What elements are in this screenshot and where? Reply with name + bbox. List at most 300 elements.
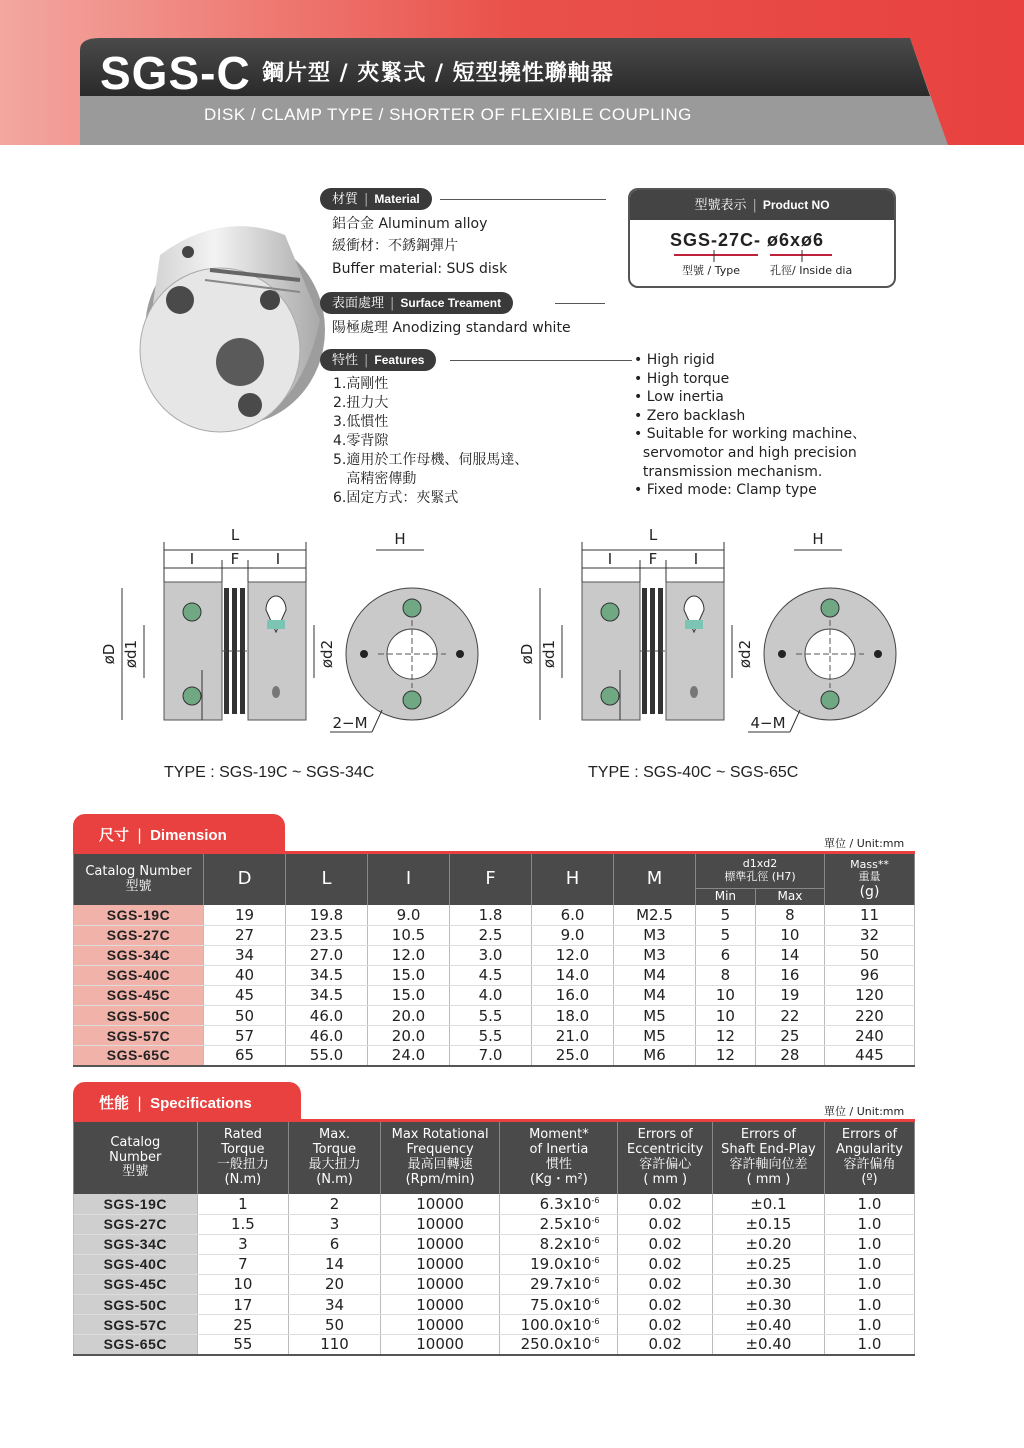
spec-header-cell (712, 1122, 824, 1194)
col-L: L (286, 854, 368, 905)
value-cell: ±0.30 (712, 1274, 824, 1294)
spec-header-line: Number (109, 1149, 162, 1165)
product-no-type-label: 型號 / Type (682, 264, 740, 277)
value-cell: 28 (755, 1046, 824, 1066)
value-cell: 16.0 (532, 985, 614, 1005)
spec-header-line: Moment* (529, 1127, 589, 1143)
value-cell: 1.5 (197, 1214, 289, 1234)
value-cell: ±0.20 (712, 1234, 824, 1254)
value-cell: 10000 (380, 1234, 499, 1254)
label-I-left: I (189, 550, 195, 568)
spec-header-line: Errors of (841, 1127, 898, 1143)
value-cell (500, 1335, 618, 1355)
product-no-dia-label: 孔徑/ Inside dia (770, 264, 853, 277)
table-row (74, 1315, 915, 1335)
spec-header-cell (618, 1122, 712, 1194)
spec-header-line: Torque (221, 1142, 265, 1158)
table-row (74, 1335, 915, 1355)
value-cell: 1.0 (824, 1194, 914, 1214)
specifications-tab: 性能 | Specifications (73, 1082, 301, 1122)
inertia-value: 75.0x10 (530, 1295, 592, 1314)
value-cell: 12.0 (532, 945, 614, 965)
value-cell: 1.0 (824, 1214, 914, 1234)
value-cell: 32 (825, 925, 915, 945)
spec-header-cell (289, 1122, 381, 1194)
feature-cn-item: 3.低慣性 (333, 414, 389, 430)
spec-header-line: of Inertia (529, 1142, 589, 1158)
screw-icon (601, 603, 619, 621)
table-row (74, 945, 915, 965)
label-D: øD (518, 643, 536, 665)
value-cell: 50 (204, 1005, 286, 1025)
table-row (74, 1234, 915, 1254)
value-cell: M5 (614, 1026, 696, 1046)
value-cell: 20.0 (368, 1026, 450, 1046)
screw-icon (821, 691, 839, 709)
inertia-exponent: -6 (591, 1316, 600, 1326)
spec-header-line: 慣性 (545, 1157, 572, 1172)
table-row (74, 925, 915, 945)
value-cell: 3 (197, 1234, 289, 1254)
value-cell: 0.02 (618, 1335, 712, 1355)
model-cell: SGS-19C (74, 1194, 198, 1214)
value-cell: 25.0 (532, 1046, 614, 1066)
pin-dot (360, 650, 368, 658)
value-cell: 1 (197, 1194, 289, 1214)
value-cell: 1.0 (824, 1254, 914, 1274)
value-cell: 240 (825, 1026, 915, 1046)
spec-header-line: Frequency (406, 1142, 474, 1158)
value-cell: 16 (755, 965, 824, 985)
label-d2: ød2 (318, 639, 336, 669)
value-cell: 19.8 (286, 905, 368, 925)
value-cell: 55 (197, 1335, 289, 1355)
screw-icon (601, 687, 619, 705)
col-catalog-en: Catalog Number (85, 863, 192, 879)
value-cell: ±0.30 (712, 1294, 824, 1314)
feature-en-item: • Suitable for working machine、 (634, 426, 867, 443)
inertia-exponent: -6 (591, 1216, 600, 1226)
value-cell: 15.0 (368, 965, 450, 985)
value-cell: 25 (197, 1315, 289, 1335)
spec-header-line: Rated (223, 1127, 262, 1143)
spec-unit: 單位 / Unit:mm (824, 1105, 905, 1118)
value-cell: 1.0 (824, 1234, 914, 1254)
title-chinese: 鋼片型 / 夾緊式 / 短型撓性聯軸器 (262, 61, 614, 86)
inertia-exponent: -6 (591, 1336, 600, 1346)
value-cell: 0.02 (618, 1254, 712, 1274)
col-catalog (74, 854, 204, 905)
feature-en-item: • Fixed mode: Clamp type (634, 482, 817, 499)
material-tag: 材質 | Material (320, 188, 432, 210)
leader-line (790, 710, 800, 732)
value-cell: 0.02 (618, 1315, 712, 1335)
value-cell: 6 (289, 1234, 381, 1254)
value-cell: 50 (289, 1315, 381, 1335)
value-cell (500, 1315, 618, 1335)
value-cell: 10000 (380, 1315, 499, 1335)
value-cell: 19 (204, 905, 286, 925)
label-F: F (230, 550, 240, 568)
col-H: H (532, 854, 614, 905)
col-d1xd2-en: d1xd2 (742, 857, 778, 871)
features-divider (450, 360, 632, 361)
spec-header-line: Torque (312, 1142, 357, 1158)
spec-header-line: (º) (861, 1171, 878, 1187)
inertia-exponent: -6 (591, 1276, 600, 1286)
inertia-value: 100.0x10 (520, 1315, 592, 1334)
value-cell (500, 1254, 618, 1274)
product-no-header: 型號表示 | Product NO (630, 190, 894, 220)
value-cell: 5 (696, 925, 756, 945)
value-cell: 11 (825, 905, 915, 925)
right-drawing-caption: TYPE : SGS-40C ~ SGS-65C (588, 764, 799, 781)
surface-divider (555, 303, 605, 304)
value-cell: 3 (289, 1214, 381, 1234)
feature-en-item: • Zero backlash (634, 407, 746, 424)
label-H: H (812, 530, 824, 548)
material-line3: Buffer material: SUS disk (332, 261, 508, 277)
model-cell: SGS-19C (74, 905, 204, 925)
spec-header-line: Max. (319, 1127, 351, 1143)
value-cell: 6.0 (532, 905, 614, 925)
feature-cn-item: 2.扭力大 (333, 395, 389, 411)
dimension-tab-cn: 尺寸 (99, 826, 130, 844)
value-cell: 25 (755, 1026, 824, 1046)
value-cell: 1.0 (824, 1294, 914, 1314)
product-no-head-cn: 型號表示 (694, 198, 747, 213)
screw-icon (403, 691, 421, 709)
inertia-exponent: -6 (591, 1195, 600, 1205)
label-L: L (648, 526, 658, 544)
value-cell: 12 (696, 1026, 756, 1046)
pin-dot (456, 650, 464, 658)
value-cell: M3 (614, 925, 696, 945)
features-list-en (634, 351, 866, 500)
model-cell: SGS-45C (74, 985, 204, 1005)
value-cell (500, 1294, 618, 1314)
spec-header-line: (Kg・m²) (530, 1171, 588, 1187)
dimension-tab-en: Dimension (150, 827, 227, 844)
model-cell: SGS-40C (74, 965, 204, 985)
features-list-cn (333, 375, 528, 508)
slot-fill (685, 620, 703, 629)
spec-header-line: 型號 (122, 1164, 149, 1180)
spec-header-line: (Rpm/min) (405, 1171, 475, 1187)
value-cell: 4.0 (450, 985, 532, 1005)
col-M: M (614, 854, 696, 905)
value-cell: 19 (755, 985, 824, 1005)
label-H: H (394, 530, 406, 548)
features-tag-cn: 特性 (332, 353, 359, 368)
value-cell: 3.0 (450, 945, 532, 965)
pin-dot (778, 650, 786, 658)
specifications-table (73, 1122, 915, 1356)
label-I-right: I (693, 550, 699, 568)
col-catalog-cn: 型號 (125, 878, 152, 894)
screw-icon (183, 603, 201, 621)
value-cell: 2 (289, 1194, 381, 1214)
model-cell: SGS-65C (74, 1046, 204, 1066)
value-cell: 65 (204, 1046, 286, 1066)
bore-hole (805, 629, 855, 679)
feature-en-item: • Low inertia (634, 389, 724, 406)
material-tag-cn: 材質 (332, 192, 359, 207)
value-cell: 445 (825, 1046, 915, 1066)
value-cell: 46.0 (286, 1005, 368, 1025)
table-row (74, 1005, 915, 1025)
dimension-unit: 單位 / Unit:mm (824, 837, 905, 850)
value-cell: 10 (755, 925, 824, 945)
label-screw-count: 4−M (750, 714, 786, 732)
label-L: L (230, 526, 240, 544)
material-divider (440, 199, 606, 200)
spec-header-cell (500, 1122, 618, 1194)
spec-header-line: 一般扭力 (216, 1157, 269, 1172)
table-row (74, 1274, 915, 1294)
spec-header-line: Angularity (836, 1142, 903, 1158)
slot-fill (267, 620, 285, 629)
value-cell: 14 (755, 945, 824, 965)
model-cell: SGS-57C (74, 1026, 204, 1046)
pin-hole (272, 686, 280, 698)
model-cell: SGS-34C (74, 1234, 198, 1254)
value-cell: 5.5 (450, 1005, 532, 1025)
value-cell: 34.5 (286, 965, 368, 985)
value-cell: 24.0 (368, 1046, 450, 1066)
value-cell: 0.02 (618, 1194, 712, 1214)
model-cell: SGS-65C (74, 1335, 198, 1355)
spec-header-line: Shaft End-Play (721, 1142, 816, 1158)
surface-tag: 表面處理 | Surface Treament (320, 292, 513, 314)
label-d1: ød1 (122, 639, 140, 669)
spec-header-line: (N.m) (316, 1171, 353, 1187)
col-mass-cn: 重量 (858, 870, 881, 884)
value-cell: 50 (825, 945, 915, 965)
value-cell: M4 (614, 985, 696, 1005)
value-cell: ±0.25 (712, 1254, 824, 1274)
value-cell: 120 (825, 985, 915, 1005)
page-header (0, 0, 1024, 145)
inertia-value: 8.2x10 (539, 1235, 592, 1254)
spec-header-line: Eccentricity (627, 1142, 704, 1158)
inertia-exponent: -6 (591, 1296, 600, 1306)
value-cell: 7.0 (450, 1046, 532, 1066)
label-F: F (648, 550, 658, 568)
model-cell: SGS-50C (74, 1005, 204, 1025)
col-mass-en: Mass** (850, 857, 889, 871)
value-cell: 57 (204, 1026, 286, 1046)
value-cell: 34 (289, 1294, 381, 1314)
value-cell (500, 1214, 618, 1234)
value-cell: 10 (696, 1005, 756, 1025)
col-mass-unit: (g) (859, 884, 880, 901)
value-cell: 27.0 (286, 945, 368, 965)
value-cell: M6 (614, 1046, 696, 1066)
technical-drawings (0, 520, 1024, 760)
pin-dot (874, 650, 882, 658)
spec-header-cell (380, 1122, 499, 1194)
value-cell: 1.8 (450, 905, 532, 925)
value-cell: 45 (204, 985, 286, 1005)
feature-cn-item: 高精密傳動 (333, 471, 417, 487)
feature-cn-item: 4.零背隙 (333, 433, 389, 449)
col-d1xd2 (696, 854, 825, 888)
spec-header-line: Errors of (637, 1127, 693, 1143)
spec-header-line: 容許軸向位差 (729, 1157, 808, 1172)
value-cell: ±0.40 (712, 1315, 824, 1335)
col-I: I (368, 854, 450, 905)
value-cell: 40 (204, 965, 286, 985)
value-cell (500, 1194, 618, 1214)
spec-header-line: ( mm ) (643, 1171, 688, 1187)
screw-icon (183, 687, 201, 705)
value-cell: 10000 (380, 1254, 499, 1274)
feature-cn-item: 6.固定方式：夾緊式 (333, 490, 459, 506)
model-cell: SGS-45C (74, 1274, 198, 1294)
spec-header-line: ( mm ) (746, 1171, 791, 1187)
value-cell: 10000 (380, 1214, 499, 1234)
table-row (74, 905, 915, 925)
feature-en-item: • High torque (634, 370, 730, 387)
value-cell: 4.5 (450, 965, 532, 985)
value-cell: 10000 (380, 1274, 499, 1294)
label-D: øD (100, 643, 118, 665)
model-cell: SGS-27C (74, 1214, 198, 1234)
value-cell: 5.5 (450, 1026, 532, 1046)
material-line1: 鋁合金 Aluminum alloy (332, 216, 488, 232)
feature-cn-item: 1.高剛性 (333, 376, 389, 392)
feature-en-item: servomotor and high precision (634, 444, 857, 461)
spec-tab-en: Specifications (150, 1095, 252, 1112)
value-cell: 6 (696, 945, 756, 965)
value-cell: 2.5 (450, 925, 532, 945)
spec-header-cell (824, 1122, 914, 1194)
feature-cn-item: 5.適用於工作母機、伺服馬達、 (333, 452, 529, 468)
spec-header-cell (74, 1122, 198, 1194)
spec-header-line: 最大扭力 (308, 1157, 361, 1172)
product-no-code: SGS-27C- ø6xø6 (670, 230, 825, 250)
inertia-value: 29.7x10 (530, 1275, 592, 1294)
label-d1: ød1 (540, 639, 558, 669)
pin-hole (690, 686, 698, 698)
value-cell: 0.02 (618, 1214, 712, 1234)
spec-header-cell (197, 1122, 289, 1194)
value-cell: 1.0 (824, 1335, 914, 1355)
value-cell (500, 1234, 618, 1254)
inertia-value: 19.0x10 (530, 1255, 592, 1274)
value-cell: 55.0 (286, 1046, 368, 1066)
value-cell: 12 (696, 1046, 756, 1066)
value-cell: 10 (696, 985, 756, 1005)
table-row (74, 1046, 915, 1066)
value-cell: 110 (289, 1335, 381, 1355)
screw-icon (403, 599, 421, 617)
col-min: Min (696, 888, 756, 905)
spec-header-line: Max Rotational (391, 1127, 489, 1143)
value-cell: 46.0 (286, 1026, 368, 1046)
value-cell: 27 (204, 925, 286, 945)
value-cell: 0.02 (618, 1234, 712, 1254)
value-cell: 10.5 (368, 925, 450, 945)
product-no-head-en: Product NO (762, 198, 830, 212)
value-cell: 1.0 (824, 1274, 914, 1294)
spec-header-line: 容許偏心 (639, 1157, 692, 1172)
product-no-underlines (630, 250, 896, 264)
col-F: F (450, 854, 532, 905)
model-cell: SGS-57C (74, 1315, 198, 1335)
feature-en-item: transmission mechanism. (634, 463, 823, 480)
table-row (74, 1214, 915, 1234)
value-cell: M3 (614, 945, 696, 965)
value-cell: 5 (696, 905, 756, 925)
feature-en-item: • High rigid (634, 352, 715, 368)
value-cell: 14 (289, 1254, 381, 1274)
spec-header-line: 容許偏角 (843, 1157, 896, 1172)
left-drawing-caption: TYPE : SGS-19C ~ SGS-34C (164, 764, 375, 781)
spec-header-line: Catalog (110, 1134, 161, 1150)
spec-header-line: (N.m) (224, 1171, 262, 1187)
product-photo (100, 200, 330, 440)
material-tag-en: Material (374, 192, 420, 206)
surface-tag-cn: 表面處理 (332, 296, 385, 311)
value-cell: 23.5 (286, 925, 368, 945)
value-cell: 34 (204, 945, 286, 965)
value-cell: 220 (825, 1005, 915, 1025)
value-cell: 10000 (380, 1335, 499, 1355)
spec-header-line: Errors of (740, 1127, 796, 1143)
dimension-table (73, 854, 915, 1067)
inertia-value: 6.3x10 (539, 1194, 592, 1213)
dimension-tab: 尺寸 | Dimension (73, 814, 285, 854)
value-cell: 96 (825, 965, 915, 985)
model-title: SGS-C (100, 47, 251, 99)
material-line2: 緩衝材：不銹鋼彈片 (332, 238, 458, 254)
col-max: Max (755, 888, 824, 905)
bore-hole (387, 629, 437, 679)
value-cell: 20 (289, 1274, 381, 1294)
spec-tab-cn: 性能 (99, 1094, 130, 1112)
value-cell: 0.02 (618, 1274, 712, 1294)
inertia-exponent: -6 (591, 1256, 600, 1266)
value-cell: ±0.1 (712, 1194, 824, 1214)
spec-header-line: 最高回轉速 (407, 1157, 473, 1172)
value-cell: 10000 (380, 1294, 499, 1314)
table-row (74, 1294, 915, 1314)
model-cell: SGS-27C (74, 925, 204, 945)
value-cell: 21.0 (532, 1026, 614, 1046)
value-cell: 9.0 (532, 925, 614, 945)
value-cell: 17 (197, 1294, 289, 1314)
product-no-box (628, 188, 896, 288)
value-cell: 22 (755, 1005, 824, 1025)
value-cell: M2.5 (614, 905, 696, 925)
value-cell (500, 1274, 618, 1294)
table-row (74, 985, 915, 1005)
value-cell: 10 (197, 1274, 289, 1294)
value-cell: 14.0 (532, 965, 614, 985)
label-screw-count: 2−M (332, 714, 368, 732)
value-cell: M5 (614, 1005, 696, 1025)
value-cell: ±0.40 (712, 1335, 824, 1355)
value-cell: 18.0 (532, 1005, 614, 1025)
surface-tag-en: Surface Treament (400, 296, 502, 310)
col-D: D (204, 854, 286, 905)
features-tag: 特性 | Features (320, 349, 436, 371)
value-cell: 12.0 (368, 945, 450, 965)
value-cell: 0.02 (618, 1294, 712, 1314)
value-cell: 34.5 (286, 985, 368, 1005)
